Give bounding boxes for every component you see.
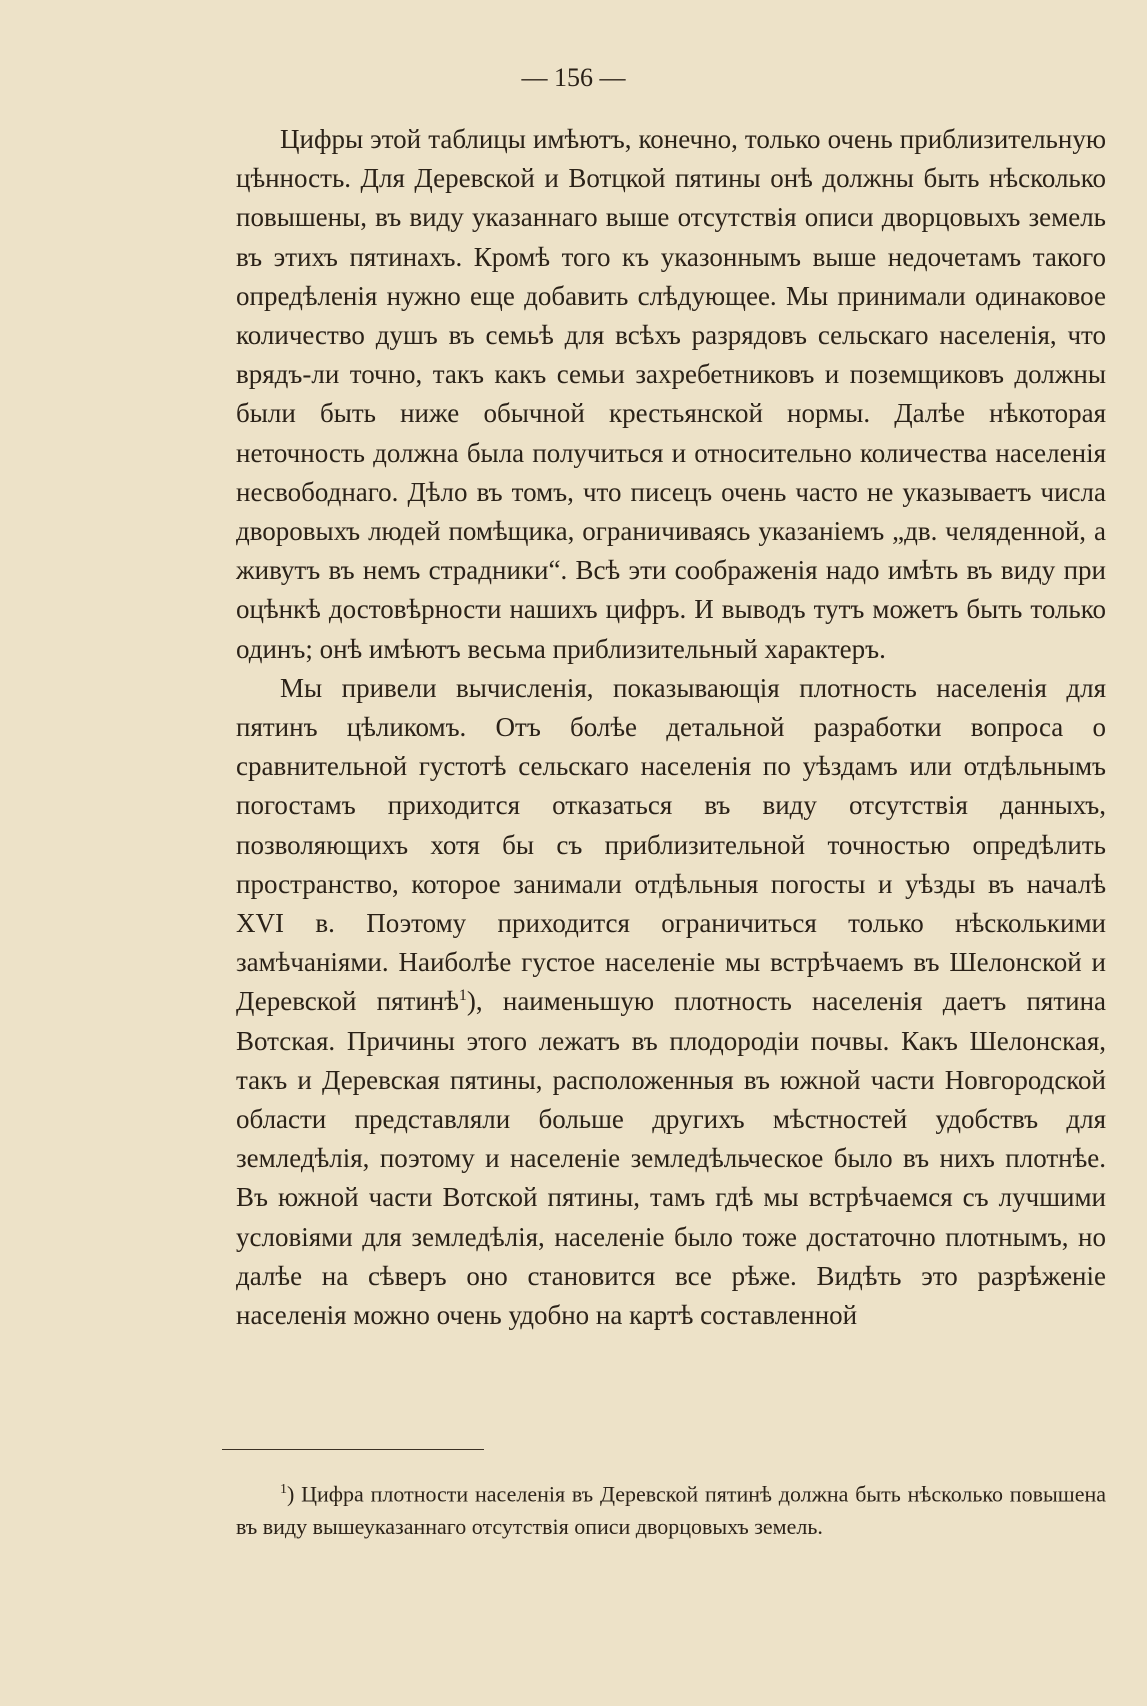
- footnote-marker: 1: [458, 987, 467, 1005]
- footnote-divider: [222, 1449, 484, 1450]
- main-text: [236, 120, 1106, 1335]
- footnote-text: ) Цифра плотности населенія въ Деревской пятинѣ должна быть нѣсколько повышена въ виду вышеуказаннаго отсутствія описи дворцовыхъ земель.: [236, 1481, 1106, 1540]
- page-number: — 156 —: [521, 63, 626, 92]
- footnote: [236, 1473, 1106, 1543]
- paragraph: [236, 669, 1106, 1335]
- footnote-number: 1: [280, 1482, 287, 1497]
- paragraph: Цифры этой таблицы имѣютъ, конечно, только очень приблизительную цѣнность. Для Деревской и Вотцкой пятины онѣ должны быть нѣсколько повышены, въ виду указаннаго выше отсутствія описи дворцовыхъ земель въ этихъ пятинахъ. Кромѣ того къ указоннымъ выше недочетамъ такого опредѣленія нужно еще добавить слѣдующее. Мы принимали одинаковое количество душъ въ семьѣ для всѣхъ разрядовъ сельскаго населенія, что врядъ-ли точно, такъ какъ семьи захребетниковъ и поземщиковъ должны были быть ниже обычной крестьянской нормы. Далѣе нѣкоторая неточность должна была получиться и относительно количества населенія несвободнаго. Дѣло въ томъ, что писецъ очень часто не указываетъ числа дворовыхъ людей помѣщика, ограничиваясь указаніемъ „дв. челяденной, а живутъ въ немъ страдники“. Всѣ эти соображенія надо имѣть въ виду при оцѣнкѣ достовѣрности нашихъ цифръ. И выводъ тутъ можетъ быть только одинъ; онѣ имѣютъ весьма приблизительный характеръ.: [236, 124, 1106, 664]
- paragraph-text: Мы привели вычисленія, показывающія плотность населенія для пятинъ цѣликомъ. Отъ болѣе детальной разработки вопроса о сравнительной густотѣ сельскаго населенія по уѣздамъ или отдѣльнымъ погостамъ приходится отказаться въ виду отсутствія данныхъ, позволяющихъ хотя бы съ приблизительной точностью опредѣлить пространство, которое занимали отдѣльныя погосты и уѣзды въ началѣ XVI в. Поэтому приходится ограничиться только нѣсколькими замѣчаніями. Наиболѣе густое населеніе мы встрѣчаемъ въ Шелонской и Деревской пятинѣ: [236, 672, 1106, 1017]
- paragraph-text: ), наименьшую плотность населенія даетъ пятина Вотская. Причины этого лежатъ въ плодородіи почвы. Какъ Шелонская, такъ и Деревская пятины, расположенныя въ южной части Новгородской области представляли больше другихъ мѣстностей удобствъ для земледѣлія, поэтому и населеніе земледѣльческое было въ нихъ плотнѣе. Въ южной части Вотской пятины, тамъ гдѣ мы встрѣчаемся съ лучшими условіями для земледѣлія, населеніе было тоже достаточно плотнымъ, но далѣе на сѣверъ оно становится все рѣже. Видѣть это разрѣженіе населенія можно очень удобно на картѣ составленной: [236, 986, 1106, 1331]
